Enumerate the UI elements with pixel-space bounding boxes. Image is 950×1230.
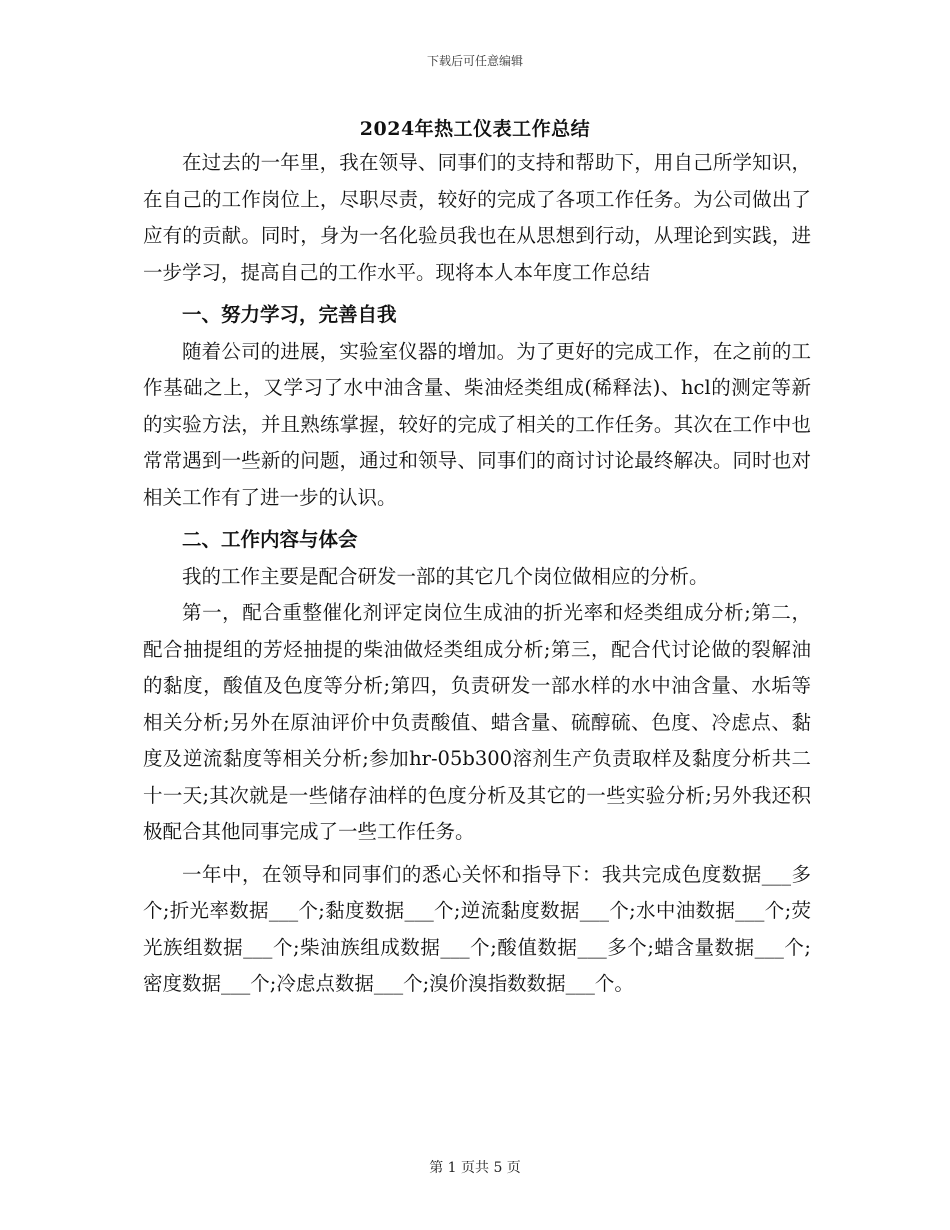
- document-title: 2024年热工仪表工作总结: [359, 118, 591, 140]
- section-2-paragraph-1: 我的工作主要是配合研发一部的其它几个岗位做相应的分析。: [182, 564, 709, 588]
- page-number: 第 1 页共 5 页: [429, 1160, 521, 1176]
- page-header-note: 下载后可任意编辑: [426, 54, 523, 68]
- section-2-heading: 二、工作内容与体会: [182, 528, 358, 551]
- document-body: [143, 145, 811, 1003]
- section-2-paragraph-3: 一年中，在领导和同事们的悉心关怀和指导下：我共完成色度数据___多个;折光率数据___个;黏度数据___个;逆流黏度数据___个;水中油数据___个;荧光族组数据___个;柴油族组成数据___个;酸值数据___多个;蜡含量数据___个;密度数据___个;冷虑点数据___个;溴价溴指数数据___个。: [143, 862, 811, 995]
- section-1-paragraph: 随着公司的进展，实验室仪器的增加。为了更好的完成工作，在之前的工作基础之上，又学习了水中油含量、柴油烃类组成(稀释法)、hcl的测定等新的实验方法，并且熟练掌握，较好的完成了相关的工作任务。其次在工作中也常常遇到一些新的问题，通过和领导、同事们的商讨讨论最终解决。同时也对相关工作有了进一步的认识。: [143, 339, 811, 509]
- section-2-paragraph-2: 第一，配合重整催化剂评定岗位生成油的折光率和烃类组成分析;第二，配合抽提组的芳烃抽提的柴油做烃类组成分析;第三，配合代讨论做的裂解油的黏度，酸值及色度等分析;第四，负责研发一部水样的水中油含量、水垢等相关分析;另外在原油评价中负责酸值、蜡含量、硫醇硫、色度、冷虑点、黏度及逆流黏度等相关分析;参加hr-05b300溶剂生产负责取样及黏度分析共二十一天;其次就是一些储存油样的色度分析及其它的一些实验分析;另外我还积极配合其他同事完成了一些工作任务。: [143, 601, 811, 843]
- section-1-heading: 一、努力学习，完善自我: [182, 303, 397, 326]
- intro-paragraph: 在过去的一年里，我在领导、同事们的支持和帮助下，用自己所学知识，在自己的工作岗位上，尽职尽责，较好的完成了各项工作任务。为公司做出了应有的贡献。同时，身为一名化验员我也在从思想到行动，从理论到实践，进一步学习，提高自己的工作水平。现将本人本年度工作总结: [143, 151, 811, 284]
